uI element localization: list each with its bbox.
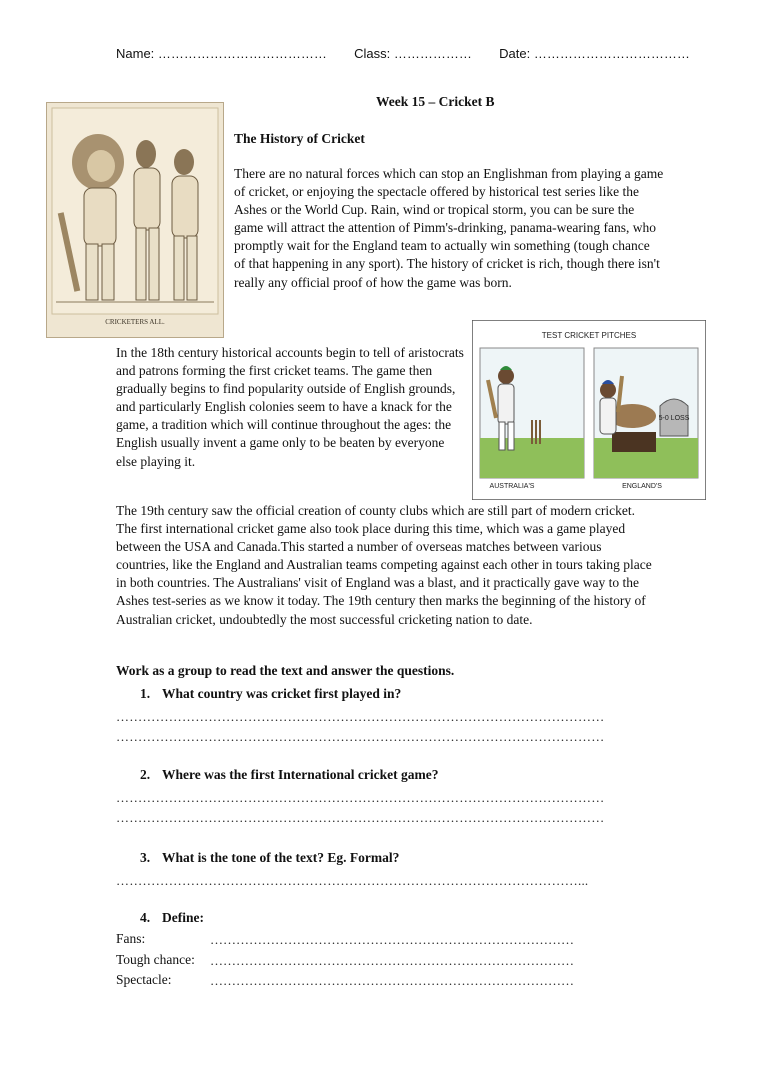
answer-line-1a[interactable]: …………………………………………………………………………………………………	[116, 709, 605, 724]
instructions: Work as a group to read the text and answer the questions.	[116, 663, 455, 678]
section-heading: The History of Cricket	[234, 131, 365, 146]
name-field[interactable]: Name: …………………………………	[116, 46, 327, 61]
paragraph-18th-century: In the 18th century historical accounts begin to tell of aristocrats and patrons forming the first cricket teams. The game then gradually begins to find popularity outside of English grounds, and particularly English colonies seem to have a knack for the game, a tradition which will continue throughout the ages: the English usually invent a game only to be beaten by everyone else playing it.	[116, 345, 464, 469]
tombstone-text: 5-0 LOSS	[658, 415, 690, 422]
definition-line-fans[interactable]: …………………………………………………………………………	[210, 932, 574, 947]
paragraph-19th-century: The 19th century saw the official creation of county clubs which are still part of modern cricket. The first international cricket game also took place during this time, which was a game played between the USA and Canada.This started a number of overseas matches between various countries, like the England and Australian teams competing against each other in tours taking place in both countries. The Australians' visit of England was a blast, and it practically gave way to the Ashes test-series as we know it today. The 19th century then marks the beginning of the history of Australian cricket, undoubtedly the most successful cricketing nation to date.	[116, 503, 652, 627]
test-cricket-pitches-cartoon	[472, 320, 706, 500]
paragraph-intro: There are no natural forces which can stop an Englishman from playing a game of cricket, or enjoying the spectacle offered by historical test series like the Ashes or the World Cup. Rain, wind or tropical storm, you can be sure the game will attract the attention of Pimm's-drinking, panama-wearing fans, who promptly wait for the England team to actually win something (tough chance of that happening in any sport). The history of cricket is rich, though there isn't really any official proof of how the game was born.	[234, 166, 664, 290]
answer-line-2b[interactable]: …………………………………………………………………………………………………	[116, 810, 605, 825]
page-title: Week 15 – Cricket B	[376, 94, 495, 109]
cartoon-heading: TEST CRICKET PITCHES	[541, 331, 637, 340]
answer-line-1b[interactable]: …………………………………………………………………………………………………	[116, 729, 605, 744]
definition-line-tough-chance[interactable]: …………………………………………………………………………	[210, 953, 574, 968]
date-field[interactable]: Date: ………………………………	[499, 46, 690, 61]
definition-label-tough-chance: Tough chance:	[116, 952, 195, 967]
illustration-caption: CRICKETERS ALL.	[105, 318, 165, 326]
left-panel-label: AUSTRALIA'S	[489, 483, 535, 490]
student-info-header	[116, 46, 690, 61]
right-panel-label: ENGLAND'S	[622, 483, 662, 490]
question-2: 2. Where was the first International cricket game?	[140, 767, 439, 782]
question-1: 1. What country was cricket first played in?	[140, 686, 402, 701]
definition-label-spectacle: Spectacle:	[116, 972, 172, 987]
definition-label-fans: Fans:	[116, 931, 146, 946]
answer-line-2a[interactable]: …………………………………………………………………………………………………	[116, 790, 605, 805]
answer-line-3[interactable]: ……………………………………………………………………………………………...	[116, 873, 589, 888]
cricketers-illustration	[46, 102, 224, 338]
question-3: 3. What is the tone of the text? Eg. Formal?	[140, 850, 400, 865]
question-4: 4. Define:	[140, 910, 204, 925]
class-field[interactable]: Class: ………………	[354, 46, 472, 61]
definition-line-spectacle[interactable]: …………………………………………………………………………	[210, 973, 574, 988]
